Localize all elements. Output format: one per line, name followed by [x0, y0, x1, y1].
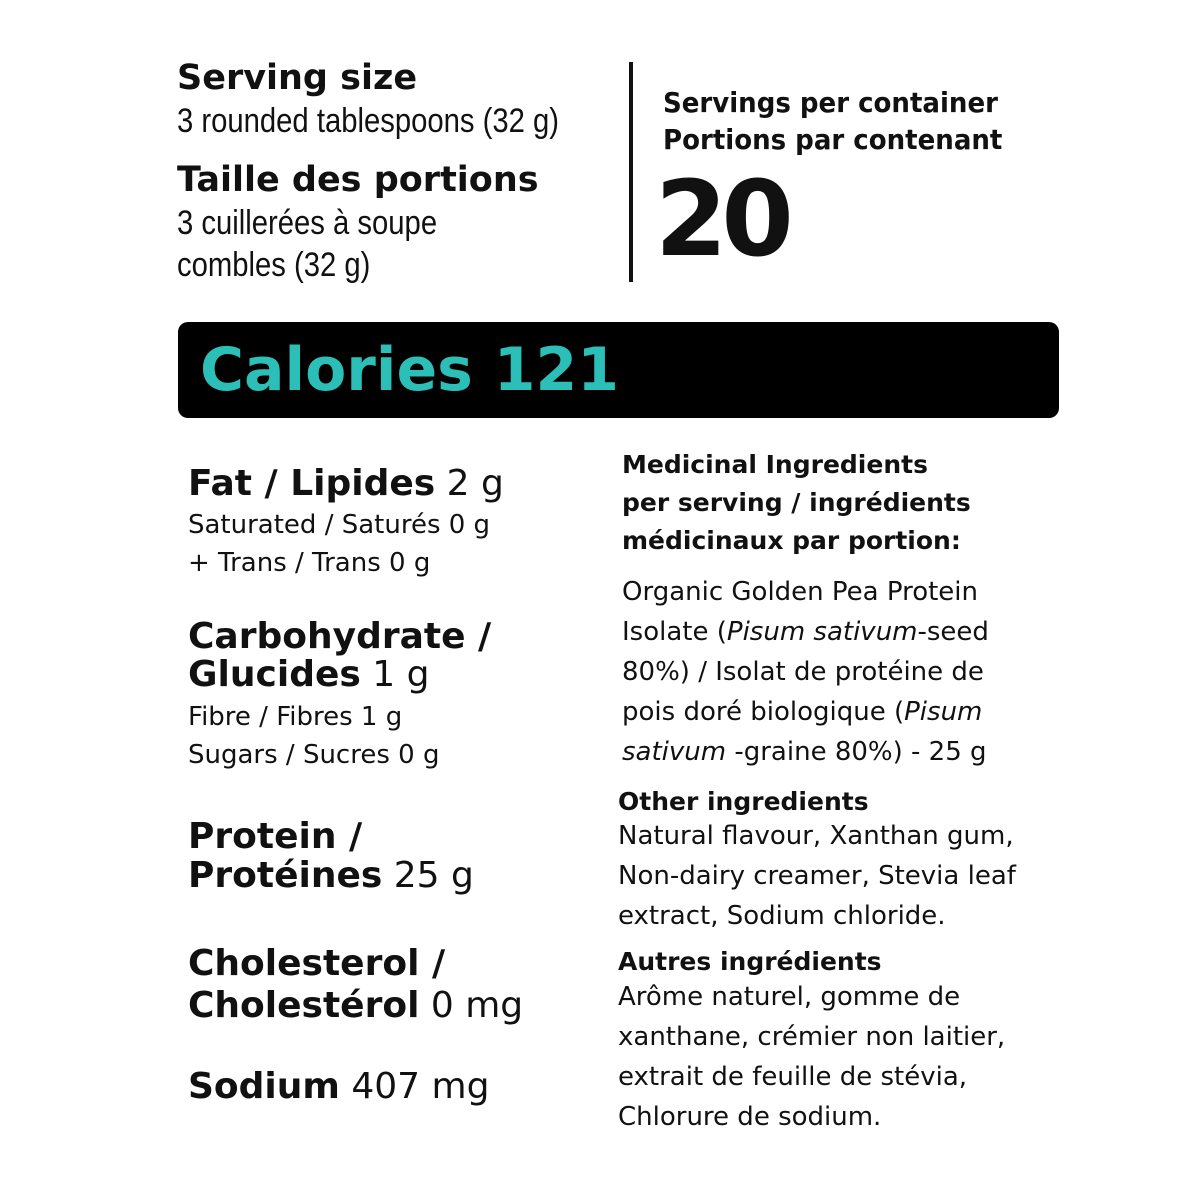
medicinal-line4: pois doré biologique (Pisum: [622, 697, 983, 727]
serving-size-value-en: 3 rounded tablespoons (32 g): [177, 102, 560, 140]
protein-row: [188, 857, 474, 895]
latin-name: Pisum sativum: [726, 617, 918, 647]
autres-ingredients-heading: Autres ingrédients: [618, 947, 882, 976]
cholesterol-label-en: Cholesterol /: [188, 943, 446, 984]
serving-size-label-fr: Taille des portions: [177, 160, 539, 200]
protein-label-line1: [188, 818, 362, 856]
fat-amount: 2 g: [446, 463, 504, 504]
protein-label-fr: Protéines: [188, 855, 383, 896]
serving-size-value-fr-line2: combles (32 g): [177, 246, 371, 284]
carbohydrate-label-line1: [188, 618, 491, 656]
medicinal-line3: 80%) / Isolat de protéine de: [622, 657, 984, 687]
servings-per-container-label-fr: Portions par contenant: [663, 123, 1003, 156]
servings-per-container-label-en: Servings per container: [663, 86, 998, 119]
autres-ingredients-line: Chlorure de sodium.: [618, 1102, 882, 1132]
calories-bar: [178, 322, 1059, 418]
serving-size-value-fr-line1: 3 cuillerées à soupe: [177, 204, 438, 242]
cholesterol-row: [188, 987, 523, 1025]
other-ingredients-heading: Other ingredients: [618, 787, 869, 816]
cholesterol-label-line1: [188, 945, 445, 983]
serving-size-label-en: Serving size: [177, 58, 418, 98]
latin-name: sativum: [622, 737, 727, 767]
saturated-fat-row: Saturated / Saturés 0 g: [188, 510, 491, 540]
sugars-row: Sugars / Sucres 0 g: [188, 740, 440, 770]
fibre-row: Fibre / Fibres 1 g: [188, 702, 403, 732]
carbohydrate-label-en: Carbohydrate /: [188, 616, 492, 657]
autres-ingredients-line: Arôme naturel, gomme de: [618, 982, 961, 1012]
other-ingredients-line: Non-dairy creamer, Stevia leaf: [618, 861, 1016, 891]
medicinal-heading-line3: médicinaux par portion:: [622, 526, 961, 555]
cholesterol-label-fr: Cholestérol: [188, 985, 420, 1026]
medicinal-line5: sativum -graine 80%) - 25 g: [622, 737, 987, 767]
other-ingredients-line: Natural flavour, Xanthan gum,: [618, 821, 1014, 851]
header-divider: [629, 62, 633, 282]
servings-per-container-value: 20: [655, 158, 788, 280]
carbohydrate-label-fr: Glucides: [188, 654, 361, 695]
medicinal-heading-line1: Medicinal Ingredients: [622, 450, 928, 479]
medicinal-heading-line2: per serving / ingrédients: [622, 488, 971, 517]
protein-label-en: Protein /: [188, 816, 363, 857]
other-ingredients-line: extract, Sodium chloride.: [618, 901, 946, 931]
carbohydrate-amount: 1 g: [372, 654, 430, 695]
latin-name: Pisum: [904, 697, 983, 727]
calories-text: Calories 121: [200, 335, 620, 405]
medicinal-line1: Organic Golden Pea Protein: [622, 577, 979, 607]
fat-row: [188, 465, 504, 503]
sodium-row: [188, 1068, 489, 1106]
protein-amount: 25 g: [393, 855, 474, 896]
sodium-amount: 407 mg: [351, 1066, 490, 1107]
medicinal-line2: Isolate (Pisum sativum-seed: [622, 617, 989, 647]
carbohydrate-row: [188, 656, 429, 694]
autres-ingredients-line: extrait de feuille de stévia,: [618, 1062, 968, 1092]
sodium-label: Sodium: [188, 1066, 340, 1107]
cholesterol-amount: 0 mg: [430, 985, 524, 1026]
autres-ingredients-line: xanthane, crémier non laitier,: [618, 1022, 1006, 1052]
trans-fat-row: + Trans / Trans 0 g: [188, 548, 431, 578]
fat-label: Fat / Lipides: [188, 463, 436, 504]
